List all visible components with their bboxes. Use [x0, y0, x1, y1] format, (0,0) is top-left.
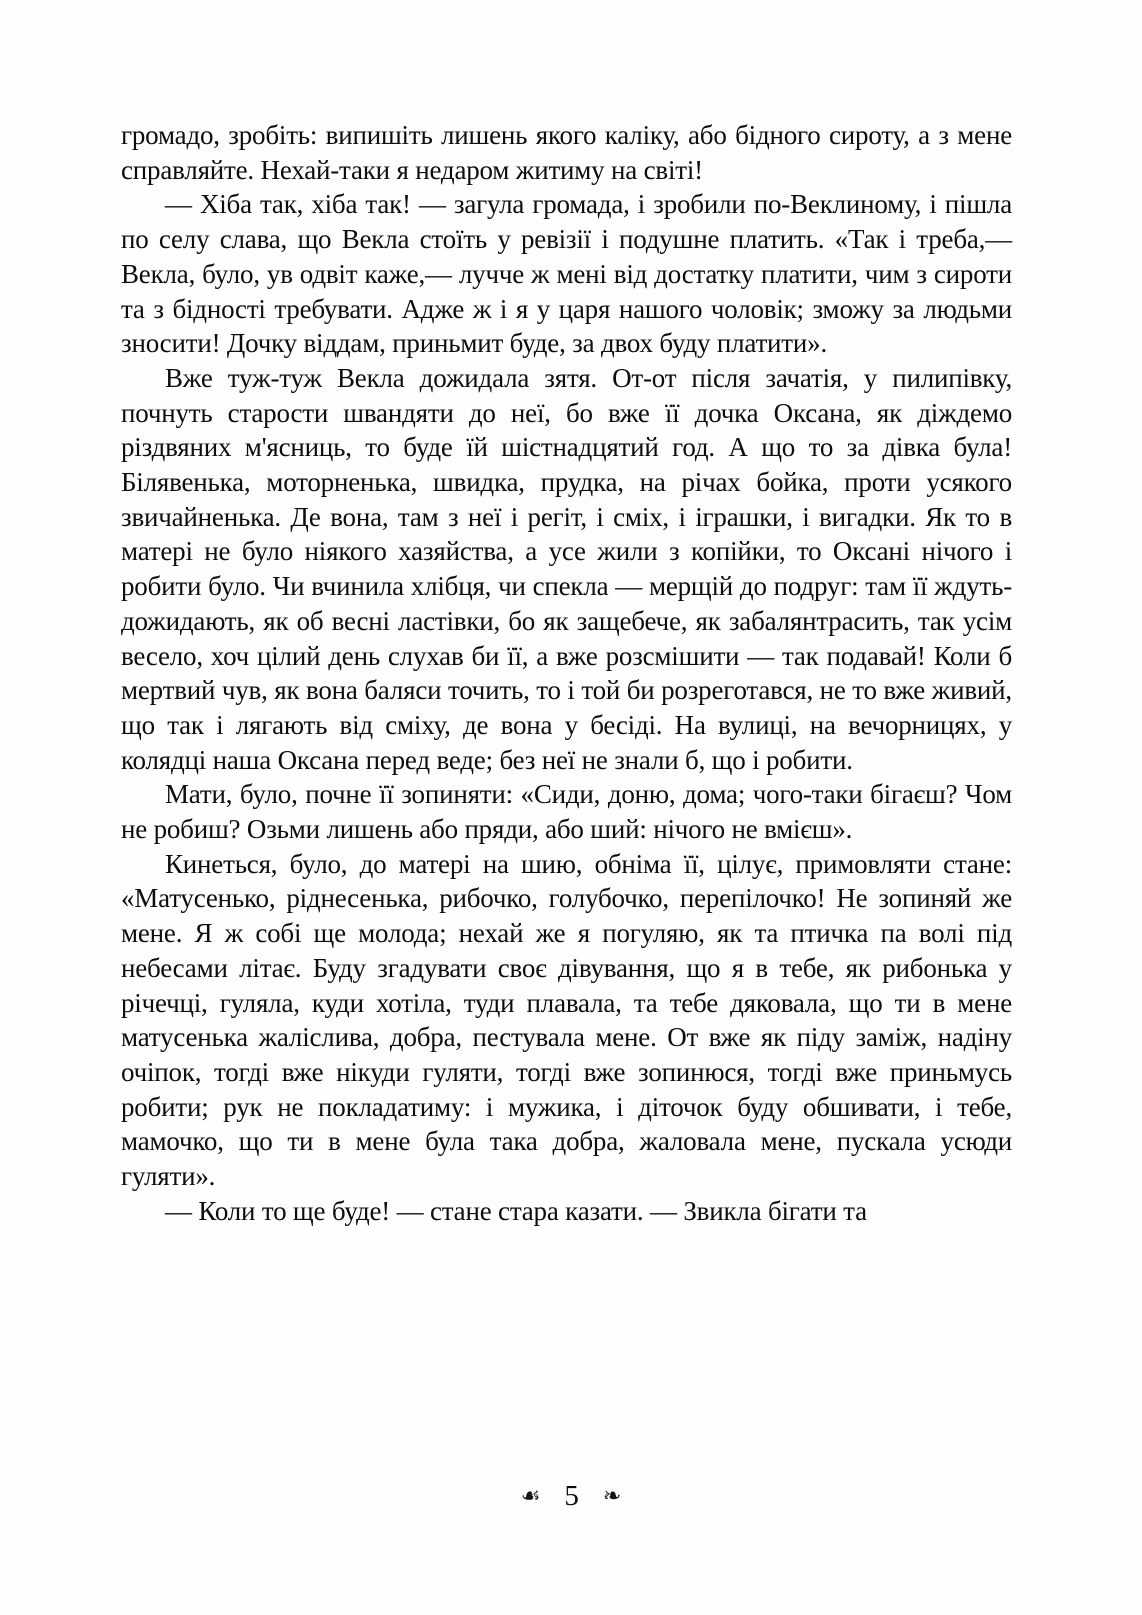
paragraph-dialogue-koly-to: — Коли то ще буде! — стане стара казати. — Звикла бігати та — [165, 1195, 867, 1226]
page-number: 5 — [564, 1480, 579, 1512]
paragraph-vekla-okskana: Вже туж-туж Векла дожидала зятя. От-от після зачатія, у пилипівку, почнуть старости швандяти до неї, бо вже її дочка Оксана, як діждемо різдвяних м'ясниць, то буде їй шістнадцятий год. А що то за дівка була! Білявенька, моторненька, швидка, прудка, на річах бойка, проти усякого звичайненька. Де вона, там з неї і регіт, і сміх, і іграшки, і вигадки. Як то в матері не було ніякого хазяйства, а усе жили з копійки, то Оксані нічого і робити було. Чи вчинила хлібця, чи спекла — мерщій до подруг: там її ждуть-дожидають, як об весні ластівки, бо як защебече, як забалянтрасить, так усім весело, хоч цілий день слухав би її, а вже розсмішити — так подавай! Коли б мертвий чув, як вона баляси точить, то і той би розреготався, не то вже живий, що так і лягають від сміху, де вона у бесіді. На вулиці, на вечорницях, у колядці наша Оксана перед веде; без неї не знали б, що і робити. — [121, 362, 1012, 775]
paragraph-mother-scolds: Мати, було, почне її зопиняти: «Сиди, доню, дома; чого-таки бігаєш? Чом не робиш? Озьми лишень або пряди, або ший: нічого не вмієш». — [121, 779, 1012, 845]
page-footer — [0, 1478, 1142, 1514]
paragraph-dialogue-hiba-tak: — Хіба так, хіба так! — загула громада, і зробили по-Веклиному, і пішла по селу слава, що Векла стоїть у ревізії і подушне платить. «Так і треба,— Векла, було, ув одвіт каже,— лучче ж мені від достатку платити, чим з сироти та з бідності требувати. Адже ж і я у царя нашого чоловік; зможу за людьми зносити! Дочку віддам, приньмит буде, за двох буду платити». — [121, 189, 1012, 359]
fleuron-right-icon: ❧ — [602, 1484, 622, 1509]
fleuron-left-icon: ☙ — [520, 1484, 541, 1509]
paragraph-continuation: громадо, зробіть: випишіть лишень якого каліку, або бідного сироту, а з мене справляйте. Нехай-таки я недаром житиму на світі! — [121, 120, 1012, 185]
text-column — [121, 118, 1012, 1229]
paragraph-oksana-reply: Кинеться, було, до матері на шию, обніма її, цілує, примовляти стане: «Матусенько, ріднесенька, рибочко, голубочко, перепілочко! Не зопиняй же мене. Я ж собі ще молода; нехай же я погуляю, як та птичка па волі під небесами літає. Буду згадувати своє дівування, що я в тебе, як рибонька у річечці, гуляла, куди хотіла, туди плавала, та тебе дяковала, що ти в мене матусенька жаліслива, добра, пестувала мене. От вже як піду заміж, надіну очіпок, тогді вже нікуди гуляти, тогді вже зопинюся, тогді вже приньмусь робити; рук не покладатиму: і мужика, і діточок буду обшивати, і тебе, мамочко, що ти в мене була така добра, жаловала мене, пускала усюди гуляти». — [121, 848, 1012, 1192]
